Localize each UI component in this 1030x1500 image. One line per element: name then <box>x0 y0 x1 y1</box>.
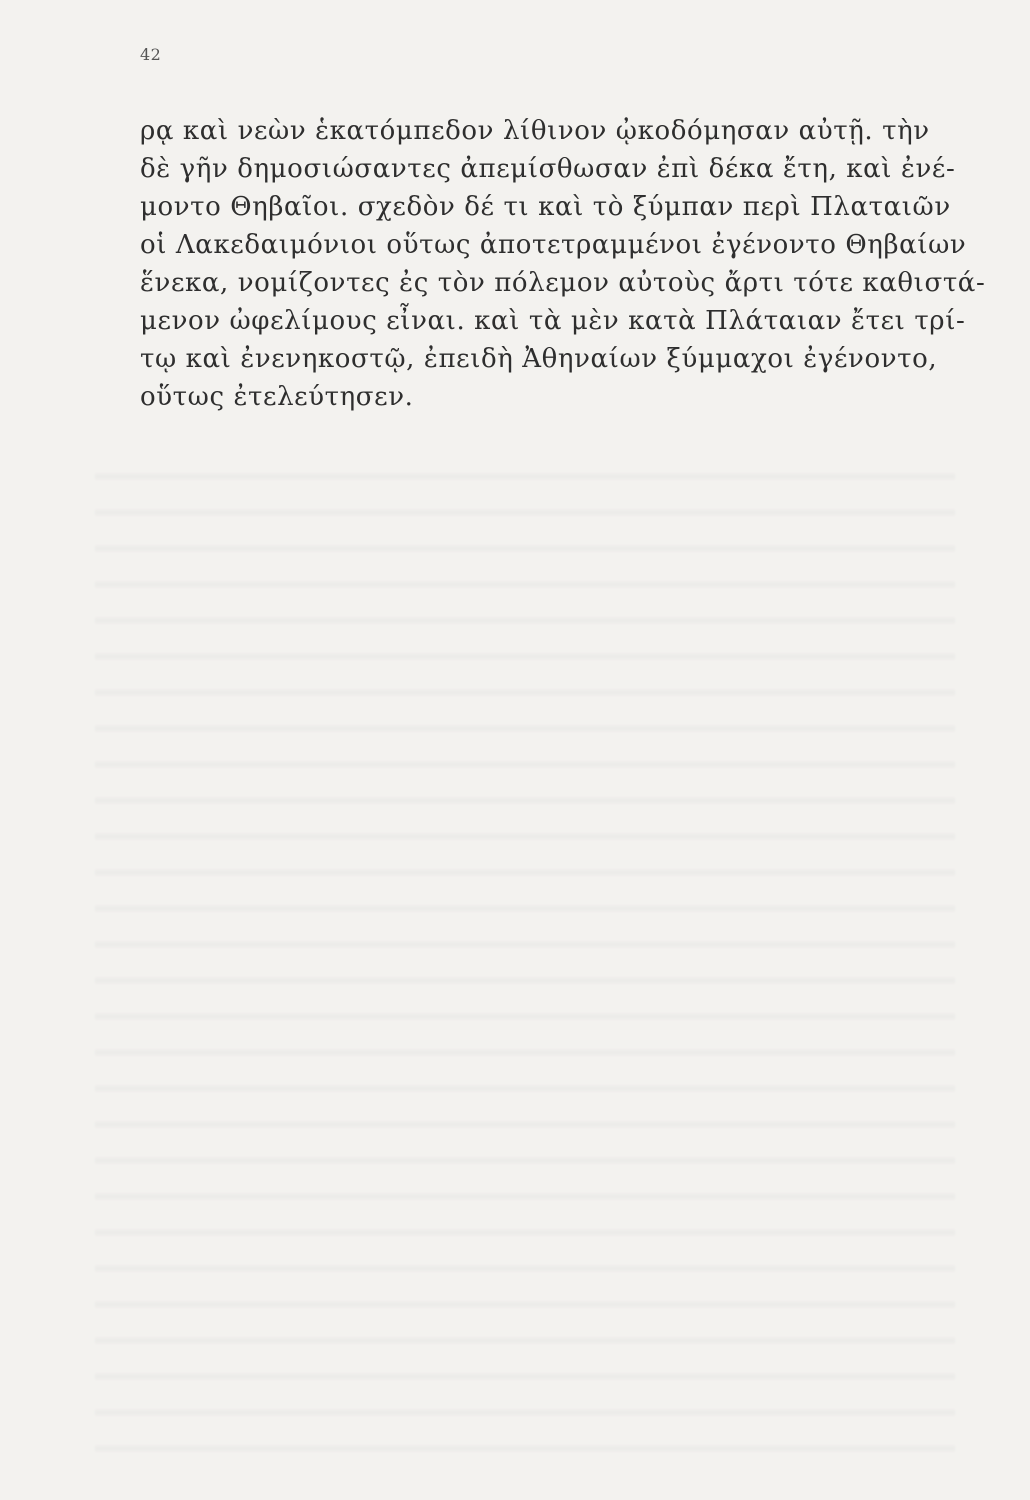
page-number: 42 <box>140 45 162 64</box>
show-through-texture <box>95 455 955 1455</box>
text-line-6: μενον ὠφελίμους εἶναι. καὶ τὰ μὲν κατὰ Πλάταιαν ἔτει τρί- <box>140 306 966 336</box>
text-line-1: ρᾳ καὶ νεὼν ἑκατόμπεδον λίθινον ᾠκοδόμησαν αὐτῇ. τὴν <box>140 116 930 146</box>
greek-text-block <box>140 112 986 416</box>
text-line-5: ἕνεκα, νομίζοντες ἐς τὸν πόλεμον αὐτοὺς ἄρτι τότε καθιστά- <box>140 268 986 298</box>
text-line-7: τῳ καὶ ἐνενηκοστῷ, ἐπειδὴ Ἀθηναίων ξύμμαχοι ἐγένοντο, <box>140 344 938 374</box>
text-line-2: δὲ γῆν δημοσιώσαντες ἀπεμίσθωσαν ἐπὶ δέκα ἔτη, καὶ ἐνέ- <box>140 154 956 184</box>
text-line-8: οὕτως ἐτελεύτησεν. <box>140 382 414 412</box>
text-line-4: οἱ Λακεδαιμόνιοι οὕτως ἀποτετραμμένοι ἐγένοντο Θηβαίων <box>140 230 967 260</box>
text-line-3: μοντο Θηβαῖοι. σχεδὸν δέ τι καὶ τὸ ξύμπαν περὶ Πλαταιῶν <box>140 192 951 222</box>
